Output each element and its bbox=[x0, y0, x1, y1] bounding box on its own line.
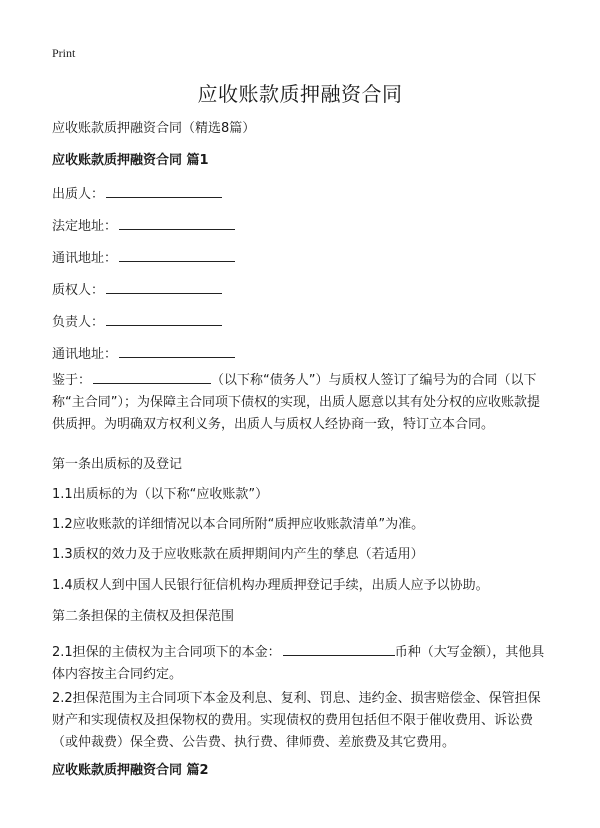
field-label: 通讯地址： bbox=[52, 251, 118, 266]
clause-2-1-suffix: 币种（大写金额），其他具体内容按主合同约定。 bbox=[52, 645, 545, 682]
print-link[interactable]: Print bbox=[52, 46, 76, 60]
field-label: 出质人： bbox=[52, 187, 105, 202]
field-label: 法定地址： bbox=[52, 219, 118, 234]
article-2-heading: 第二条担保的主债权及担保范围 bbox=[52, 609, 235, 624]
blank-line bbox=[119, 342, 235, 358]
clause-1-1: 1.1出质标的为（以下称“应收账款”） bbox=[52, 487, 269, 502]
blank-line bbox=[93, 368, 211, 384]
section-heading-2: 应收账款质押融资合同 篇2 bbox=[52, 763, 209, 778]
preamble-paragraph bbox=[52, 368, 546, 436]
clause-1-4: 1.4质权人到中国人民银行征信机构办理质押登记手续，出质人应予以协助。 bbox=[52, 578, 489, 593]
document-title: 应收账款质押融资合同 bbox=[197, 82, 403, 106]
clause-2-2: 2.2担保范围为主合同项下本金及利息、复利、罚息、违约金、损害赔偿金、保管担保财产和实现债权及担保物权的费用。实现债权的费用包括但不限于催收费用、诉讼费（或仲裁费）保全费、公告费、执行费、律师费、差旅费及其它费用。 bbox=[52, 691, 541, 750]
clause-2-1-prefix: 2.1担保的主债权为主合同项下的本金： bbox=[52, 645, 281, 660]
blank-line bbox=[106, 278, 222, 294]
field-pledgee bbox=[52, 278, 222, 302]
clause-1-2: 1.2应收账款的详细情况以本合同所附“质押应收账款清单”为准。 bbox=[52, 517, 425, 532]
preamble-prefix: 鉴于： bbox=[52, 373, 92, 388]
clause-2-1 bbox=[52, 640, 546, 686]
field-pledgor bbox=[52, 182, 222, 206]
blank-line bbox=[106, 310, 222, 326]
blank-line bbox=[119, 214, 235, 230]
blank-line bbox=[119, 246, 235, 262]
field-label: 通讯地址： bbox=[52, 347, 118, 362]
clause-1-3: 1.3质权的效力及于应收账款在质押期间内产生的孳息（若适用） bbox=[52, 547, 424, 562]
section-heading-1: 应收账款质押融资合同 篇1 bbox=[52, 153, 209, 168]
blank-line bbox=[283, 640, 395, 656]
field-legal-address bbox=[52, 214, 235, 238]
field-label: 质权人： bbox=[52, 283, 105, 298]
article-1-heading: 第一条出质标的及登记 bbox=[52, 457, 183, 472]
blank-line bbox=[106, 182, 222, 198]
document-subtitle: 应收账款质押融资合同（精选8篇） bbox=[52, 121, 256, 136]
field-responsible-person bbox=[52, 310, 222, 334]
field-label: 负责人： bbox=[52, 315, 105, 330]
field-contact-address bbox=[52, 246, 235, 270]
preamble-text: （以下称“债务人”）与质权人签订了编号为的合同（以下称“主合同”）；为保障主合同项下债权的实现，出质人愿意以其有处分权的应收账款提供质押。为明确双方权利义务，出质人与质权人经协商一致，特订立本合同。 bbox=[52, 373, 540, 432]
field-contact-address-2 bbox=[52, 342, 235, 366]
